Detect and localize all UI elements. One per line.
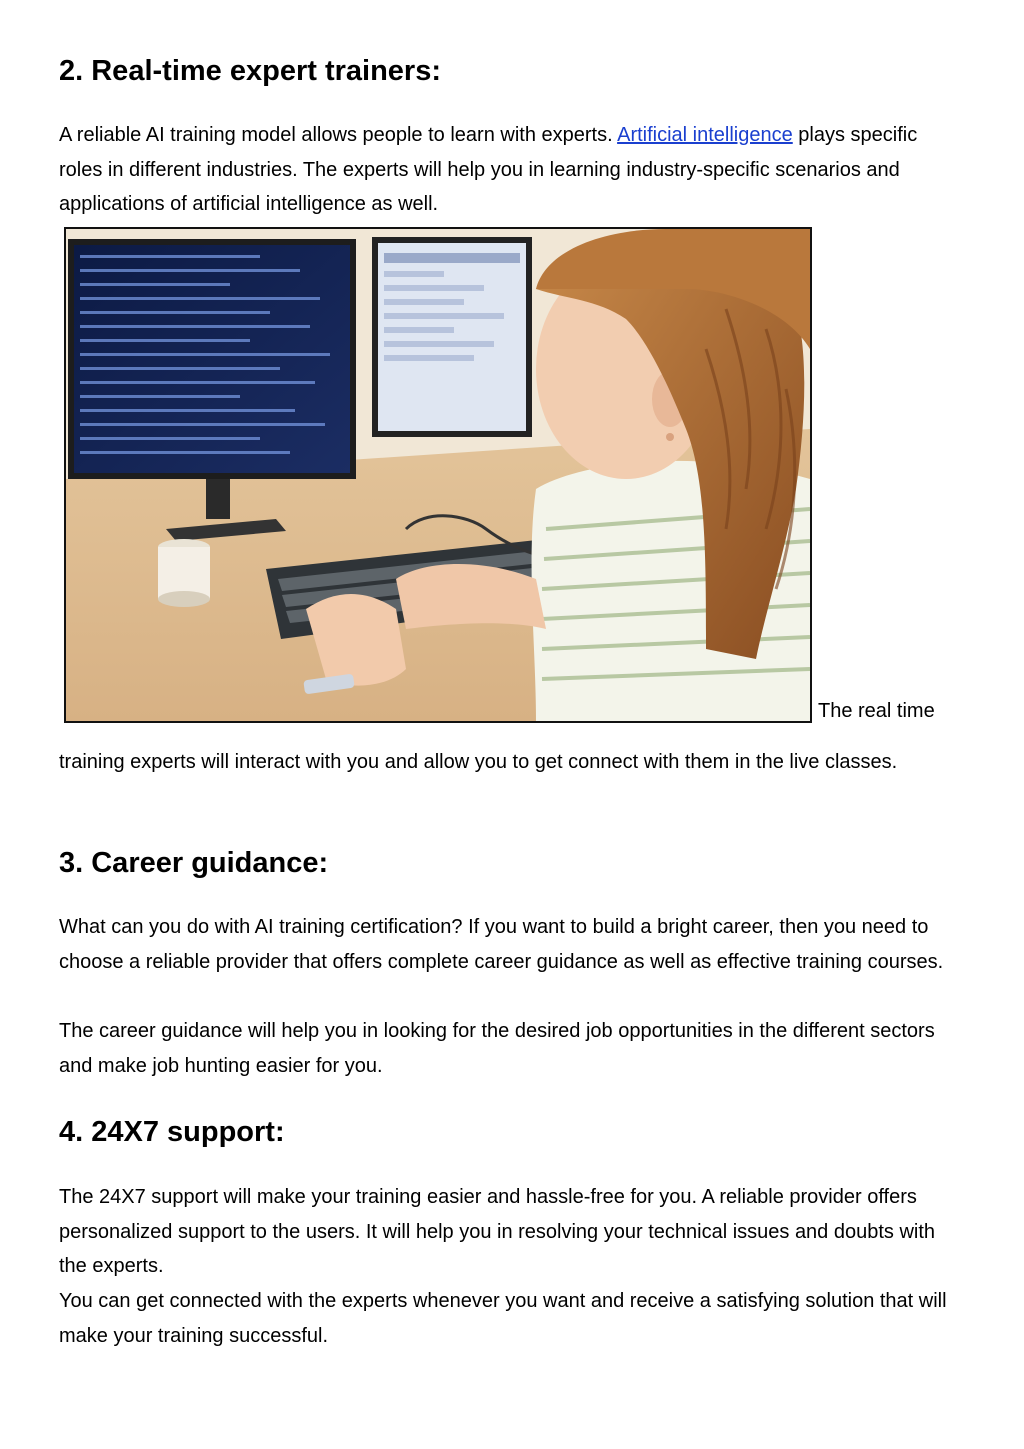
paragraph-career-1: What can you do with AI training certification? If you want to build a bright career, then you need to choose a reliable provider that offers complete career guidance as well as effective training courses. (59, 916, 944, 973)
heading-24x7-support: 4. 24X7 support: (59, 1116, 285, 1148)
heading-career-guidance: 3. Career guidance: (59, 847, 329, 879)
paragraph-support-2: You can get connected with the experts whenever you want and receive a satisfying solution that will make your training successful. (59, 1290, 947, 1347)
paragraph-trainers-start: A reliable AI training model allows people to learn with experts. (59, 124, 618, 146)
heading-real-time-expert-trainers: 2. Real-time expert trainers: (59, 55, 441, 87)
photo-woman-at-computer (64, 227, 812, 723)
paragraph-trainers-end: plays specific roles in different industries. The experts will help you in learning industry-specific scenarios and applications of artificial intelligence as well. (59, 124, 918, 215)
caption-continued: training experts will interact with you and allow you to get connect with them in the live classes. (59, 751, 898, 773)
figure-block (59, 227, 964, 723)
paragraph-support-1: The 24X7 support will make your training easier and hassle-free for you. A reliable provider offers personalized support to the users. It will help you in resolving your technical issues and doubts with the experts. (59, 1186, 936, 1277)
caption-inline-text: The real time (818, 700, 935, 722)
artificial-intelligence-link[interactable]: Artificial intelligence (617, 124, 793, 146)
paragraph-trainers (59, 118, 964, 222)
photo-illustration (66, 229, 810, 721)
paragraph-career-2: The career guidance will help you in looking for the desired job opportunities in the different sectors and make job hunting easier for you. (59, 1020, 935, 1077)
